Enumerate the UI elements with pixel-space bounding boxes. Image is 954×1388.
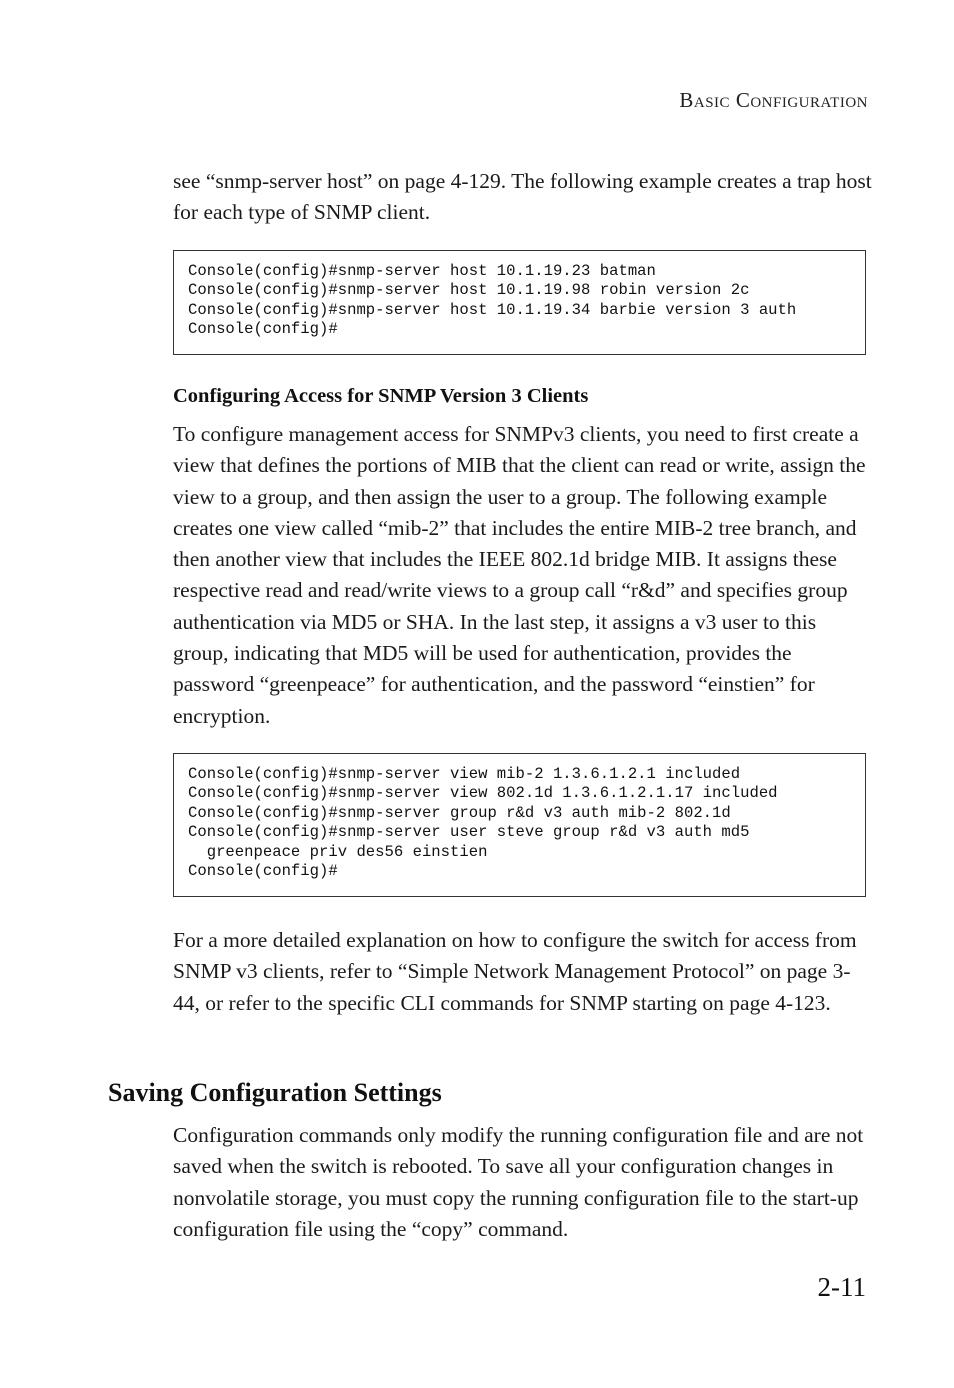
running-header-initial-1: B	[679, 88, 694, 112]
snmpv3-paragraph: To configure management access for SNMPv3 clients, you need to first create a view that defines the portions of MIB that the client can read or write, assign the view to a group, and then assign the user to a group. The following example creates one view called “mib-2” that includes the entire MIB-2 tree branch, and then another view that includes the IEEE 802.1d bridge MIB. It assigns these respective read and read/write views to a group call “r&d” and specifies group authentication via MD5 or SHA. In the last step, it assigns a v3 user to this group, indicating that MD5 will be used for authentication, provides the password “greenpeace” for authentication, and the password “einstien” for encryption.	[173, 422, 866, 728]
running-header-rest-1: ASIC	[693, 95, 731, 111]
code-line: Console(config)#snmp-server user steve group r&d v3 auth md5	[188, 823, 750, 842]
intro-paragraph: see “snmp-server host” on page 4-129. The following example creates a trap host for each type of SNMP client.	[173, 169, 872, 225]
running-header	[679, 88, 868, 113]
more-info-paragraph: For a more detailed explanation on how to configure the switch for access from SNMP v3 clients, refer to “Simple Network Management Protocol” on page 3-44, or refer to the specific CLI commands for SNMP starting on page 4-123.	[173, 928, 857, 1015]
code-line: Console(config)#snmp-server view mib-2 1.3.6.1.2.1 included	[188, 765, 741, 783]
subheading-snmpv3-access: Configuring Access for SNMP Version 3 Clients	[173, 385, 589, 407]
code-line: Console(config)#snmp-server host 10.1.19.98 robin version 2c	[188, 281, 750, 300]
running-header-initial-2: C	[735, 88, 751, 112]
running-header-rest-2: ONFIGURATION	[750, 95, 868, 111]
saving-paragraph: Configuration commands only modify the running configuration file and are not saved when the switch is rebooted. To save all your configuration changes in nonvolatile storage, you must copy the running configuration file to the start-up configuration file using the “copy” command.	[173, 1123, 864, 1241]
code-line: Console(config)#	[188, 320, 338, 339]
section-title: Saving Configuration Settings	[108, 1078, 442, 1107]
code-line: Console(config)#snmp-server host 10.1.19.34 barbie version 3 auth	[188, 300, 797, 319]
code-block-trap-hosts	[173, 250, 866, 355]
code-block-snmpv3	[173, 753, 866, 897]
code-line: greenpeace priv des56 einstien	[188, 842, 488, 861]
code-line: Console(config)#snmp-server host 10.1.19.23 batman	[188, 262, 656, 280]
code-line: Console(config)#snmp-server group r&d v3 auth mib-2 802.1d	[188, 803, 731, 822]
code-line: Console(config)#snmp-server view 802.1d 1.3.6.1.2.1.17 included	[188, 784, 778, 803]
code-line: Console(config)#	[188, 862, 338, 881]
page-number: 2-11	[817, 1272, 866, 1302]
